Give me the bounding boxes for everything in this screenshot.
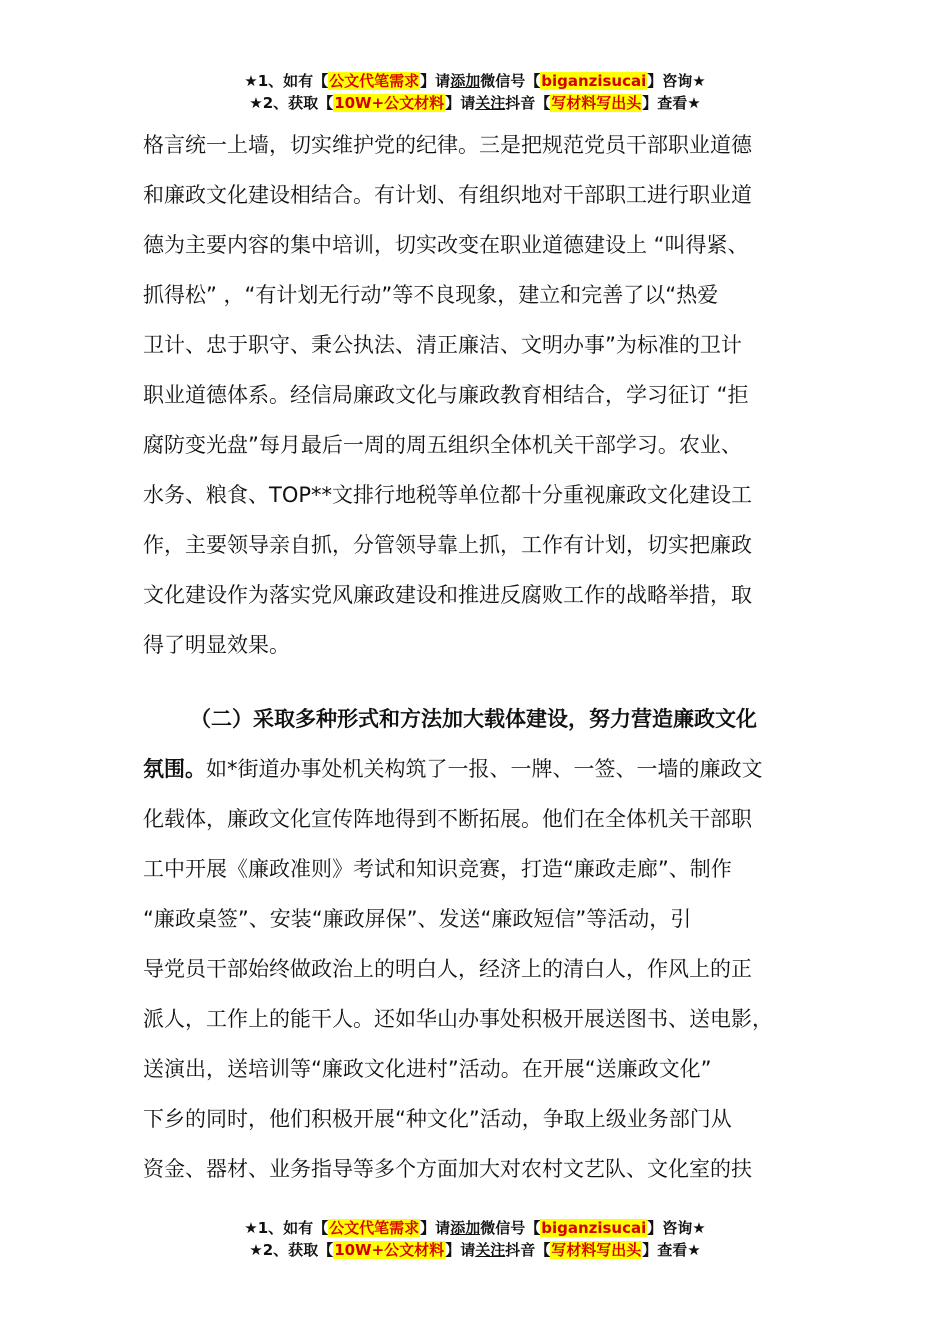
star-icon: ★ xyxy=(249,1241,263,1259)
banner-text: 】咨询★ xyxy=(647,72,706,90)
banner-text: 】请 xyxy=(420,72,451,90)
highlight-materials: 10W+公文材料 xyxy=(334,1241,445,1259)
header-banner xyxy=(0,70,950,114)
banner-text: 2、获取【 xyxy=(262,1241,334,1259)
text-line: 化载体，廉政文化宣传阵地得到不断拓展。他们在全体机关干部职 xyxy=(143,807,752,831)
star-icon: ★ xyxy=(244,1219,258,1237)
banner-line-2 xyxy=(0,1239,950,1261)
highlight-service: 公文代笔需求 xyxy=(329,72,420,90)
text-line: 派人，工作上的能干人。还如华山办事处积极开展送图书、送电影， xyxy=(143,1007,773,1031)
text-line: 文化建设作为落实党风廉政建设和推进反腐败工作的战略举措，取 xyxy=(143,583,752,607)
text-line: 腐防变光盘”每月最后一周的周五组织全体机关干部学习。农业、 xyxy=(143,433,742,457)
text-line: 水务、粮食、TOP**文排行地税等单位都十分重视廉政文化建设工 xyxy=(143,483,753,507)
text-line: “廉政桌签”、安装“廉政屏保”、发送“廉政短信”等活动，引 xyxy=(143,907,692,931)
text-line xyxy=(143,744,833,794)
underlined-add: 添加 xyxy=(450,1219,481,1237)
banner-text: 微信号【 xyxy=(480,1219,541,1237)
text-line: 德为主要内容的集中培训，切实改变在职业道德建设上 “叫得紧、 xyxy=(143,233,749,257)
underlined-follow: 关注 xyxy=(475,94,506,112)
text-line: 卫计、忠于职守、秉公执法、清正廉洁、文明办事”为标准的卫计 xyxy=(143,333,742,357)
highlight-materials: 10W+公文材料 xyxy=(334,94,445,112)
text-line: 作，主要领导亲自抓，分管领导靠上抓，工作有计划，切实把廉政 xyxy=(143,533,752,557)
highlight-wechat-id: biganzisucai xyxy=(541,1219,647,1237)
text-line: 导党员干部始终做政治上的明白人，经济上的清白人，作风上的正 xyxy=(143,957,752,981)
banner-text: 抖音【 xyxy=(505,1241,551,1259)
underlined-add: 添加 xyxy=(450,72,481,90)
banner-text: 】查看★ xyxy=(642,94,701,112)
text-line: 得了明显效果。 xyxy=(143,633,290,657)
banner-text: 】咨询★ xyxy=(647,1219,706,1237)
banner-text: 】请 xyxy=(445,94,476,112)
banner-line-2 xyxy=(0,92,950,114)
banner-text: 】请 xyxy=(420,1219,451,1237)
star-icon: ★ xyxy=(244,72,258,90)
document-body xyxy=(143,120,833,1194)
banner-line-1 xyxy=(0,1217,950,1239)
star-icon: ★ xyxy=(249,94,263,112)
text-line: 格言统一上墙，切实维护党的纪律。三是把规范党员干部职业道德 xyxy=(143,133,752,157)
banner-text: 】请 xyxy=(445,1241,476,1259)
paragraph-2 xyxy=(143,694,833,1194)
highlight-wechat-id: biganzisucai xyxy=(541,72,647,90)
text-line: 工中开展《廉政准则》考试和知识竞赛，打造“廉政走廊”、制作 xyxy=(143,857,732,881)
banner-line-1 xyxy=(0,70,950,92)
banner-text: 1、如有【 xyxy=(257,72,329,90)
banner-text: 抖音【 xyxy=(505,94,551,112)
text-line: 职业道德体系。经信局廉政文化与廉政教育相结合，学习征订 “拒 xyxy=(143,383,749,407)
banner-text: 2、获取【 xyxy=(262,94,334,112)
banner-text: 1、如有【 xyxy=(257,1219,329,1237)
text-line: 抓得松” ，“有计划无行动”等不良现象，建立和完善了以“热爱 xyxy=(143,283,719,307)
text-line: 下乡的同时，他们积极开展“种文化”活动，争取上级业务部门从 xyxy=(143,1107,732,1131)
section-heading-end: 氛围。 xyxy=(143,757,206,781)
paragraph-gap xyxy=(143,670,833,694)
highlight-douyin: 写材料写出头 xyxy=(551,94,642,112)
banner-text: 微信号【 xyxy=(480,72,541,90)
text-line: 送演出，送培训等“廉政文化进村”活动。在开展“送廉政文化” xyxy=(143,1057,712,1081)
highlight-service: 公文代笔需求 xyxy=(329,1219,420,1237)
footer-banner xyxy=(0,1217,950,1261)
banner-text: 】查看★ xyxy=(642,1241,701,1259)
text-run: 如*街道办事处机关构筑了一报、一牌、一签、一墙的廉政文 xyxy=(206,757,763,781)
section-heading: （二）采取多种形式和方法加大载体建设，努力营造廉政文化 xyxy=(190,707,757,731)
paragraph-1 xyxy=(143,120,833,670)
underlined-follow: 关注 xyxy=(475,1241,506,1259)
text-line: 资金、器材、业务指导等多个方面加大对农村文艺队、文化室的扶 xyxy=(143,1157,752,1181)
text-line: 和廉政文化建设相结合。有计划、有组织地对干部职工进行职业道 xyxy=(143,183,752,207)
highlight-douyin: 写材料写出头 xyxy=(551,1241,642,1259)
